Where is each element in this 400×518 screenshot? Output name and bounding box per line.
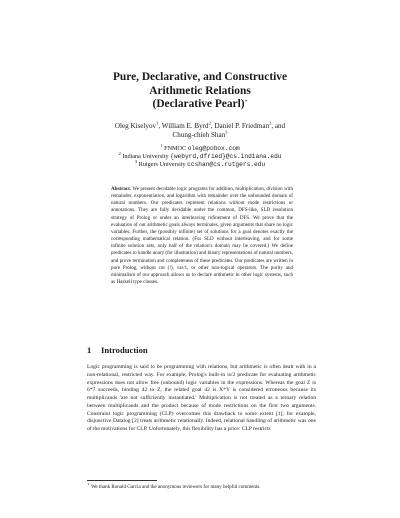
title-line: Pure, Declarative, and Constructive [112, 71, 288, 83]
affiliation-list [0, 142, 400, 169]
footnote-divider [87, 480, 157, 481]
affiliation: $^3$ Rutgers University ccshan@cs.rutgers.edu [134, 159, 266, 169]
email: {webyrd,dfried}@cs.indiana.edu [170, 153, 282, 161]
paper-title [0, 71, 400, 112]
abstract-text: We present decidable logic programs for addition, multiplication, division with remainder, exponentiation, and logarithm with remainder over the unbounded domain of natural numbers. Our predicates represent relations without mode restrictions or annotations. They are fully decidable under the common, DFS-like, SLD resolution strategy of Prolog or under an interleaving refinement of DFS. We prove that the evaluation of our arithmetic goals always terminates, given arguments that share no logic variables. Further, the (possibly infinite) set of solutions for a goal denotes exactly the corresponding mathematical relation. (For SLD without interleaving, and for some infinite solution sets, only half of the relation's domain may be covered.) We define predicates to handle unary (for illustration) and binary representations of natural numbers, and prove termination and completeness of these predicates. Our predicates are written in pure Prolog, without cut (!), var/1, or other non-logical operators. The purity and minimalism of our approach allows us to declare arithmetic in other logic systems, such as Haskell type classes. [111, 186, 293, 286]
abstract [111, 186, 293, 286]
section-number: 1 [87, 345, 92, 355]
section-heading [87, 345, 148, 355]
title-line: Arithmetic Relations [149, 84, 251, 97]
footnote-mark: ⋆ [87, 481, 90, 487]
affiliation: $^2$ Indiana University {webyrd,dfried}@cs.indiana.edu [118, 151, 282, 161]
email: oleg@pobox.com [187, 145, 240, 152]
author-list [0, 122, 400, 141]
affiliation: $^1$ FNMOC oleg@pobox.com [160, 142, 240, 152]
footnote: ⋆ We thank Ronald Garcia and the anonymous reviewers for many helpful comments. [87, 481, 261, 490]
title-footnote-mark: ⋆ [244, 98, 248, 104]
paragraph: Logic programming is said to be programming with relations, but arithmetic is often dealt with in a non-relational, restricted way. For example, Prolog's built-in is/2 predicate for evaluating arithmetic expressions does not allow free (unbound) logic variables in the expressions. Whereas the goal Z is 6*7 succeeds, binding 42 to Z, the related goal 42 is X*Y is considered erroneous because its multiplicands 'are not sufficiently instantiated.' Multiplication is not treated as a ternary relation between multiplicands and the product because of mode restrictions on the first two arguments. Constraint logic programming (CLP) overcomes this drawback to some extent [1]; for example, disjunctive Datalog [2] treats arithmetic relationally. Indeed, relational handling of arithmetic was one of the motivations for CLP. Unfortunately, this flexibility has a price: CLP restricts [87, 364, 316, 432]
abstract-label: Abstract. [111, 186, 132, 192]
title-line: (Declarative Pearl)⋆ [152, 98, 248, 110]
section-title: Introduction [101, 345, 148, 355]
author-line: Oleg Kiselyov$^1$, William E. Byrd$^2$, Daniel P. Friedman$^2$, and [114, 120, 286, 130]
body-text [87, 364, 316, 434]
email: ccshan@cs.rutgers.edu [187, 161, 266, 169]
author-line: Chung-chieh Shan$^3$ [172, 129, 228, 140]
